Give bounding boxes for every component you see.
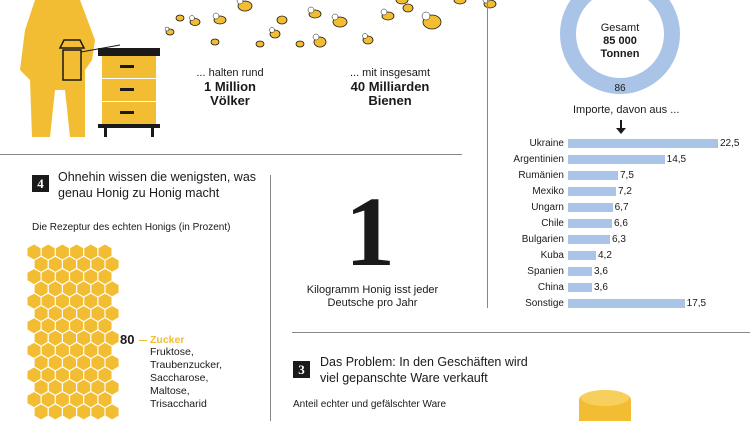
- honeycomb-cell: [84, 269, 97, 284]
- bee-icon: [396, 0, 408, 4]
- bar-category-label: Rumänien: [518, 170, 564, 181]
- bar: [568, 283, 592, 292]
- honeycomb-cell: [63, 404, 76, 419]
- bee-icon: [213, 13, 226, 24]
- honeycomb-cell: [42, 269, 55, 284]
- bar-category-label: Kuba: [540, 250, 564, 261]
- sugar-percent: 80: [120, 332, 135, 347]
- bar-category-label: Argentinien: [513, 154, 564, 165]
- honeycomb-cell: [70, 245, 83, 260]
- donut-label: [585, 22, 655, 61]
- bees-value: 40 Milliarden: [350, 79, 430, 94]
- honeycomb-cell: [84, 368, 97, 383]
- honeycomb-cell: [77, 306, 90, 321]
- bees-unit: Bienen: [368, 93, 412, 108]
- bar-value-label: 17,5: [686, 298, 707, 309]
- honeycomb-cell: [56, 245, 69, 260]
- bee-icon: [165, 27, 174, 35]
- bar-value-label: 6,7: [614, 202, 629, 213]
- beehive: [98, 48, 160, 137]
- bar: [568, 251, 596, 260]
- bar-value-label: 3,6: [594, 282, 608, 293]
- honeycomb-cell: [28, 343, 41, 358]
- honeycomb-cell: [63, 281, 76, 296]
- honeycomb-cell: [63, 331, 76, 346]
- colonies-value: 1 Million: [204, 79, 256, 94]
- bee-icon: [176, 15, 184, 21]
- honeycomb-cell: [42, 318, 55, 333]
- honeycomb-cell: [49, 404, 62, 419]
- honeycomb-cell: [49, 257, 62, 272]
- honeycomb-cell: [106, 257, 119, 272]
- bee-icon: [313, 34, 326, 47]
- bee-icon: [363, 34, 374, 45]
- honeycomb-cell: [56, 343, 69, 358]
- bar-category-label: Sonstige: [525, 298, 564, 309]
- honeycomb-cell: [106, 404, 119, 419]
- honeycomb-cell: [28, 368, 41, 383]
- bar-value-label: 6,3: [612, 234, 626, 245]
- divider-vertical-middle: [270, 175, 271, 421]
- honeycomb-cell: [35, 257, 48, 272]
- bar-category-label: China: [537, 282, 564, 293]
- honeycomb-cell: [42, 294, 55, 309]
- bar-category-label: Ungarn: [531, 202, 564, 213]
- divider-top-left: [0, 154, 462, 155]
- honey-jar-illustration: [575, 388, 635, 421]
- sugar-leader-line: [139, 340, 147, 341]
- bee-icon: [237, 0, 252, 11]
- bar-value-label: 6,6: [614, 218, 628, 229]
- honeycomb-cell: [49, 306, 62, 321]
- honeycomb-cell: [91, 331, 104, 346]
- bar: [568, 267, 592, 276]
- honeycomb-cell: [63, 306, 76, 321]
- bar-category-label: Bulgarien: [521, 234, 564, 245]
- section4-badge: 4: [32, 175, 49, 192]
- honeycomb-cell: [91, 257, 104, 272]
- down-arrow-icon: [616, 120, 626, 134]
- honeycomb-cell: [77, 331, 90, 346]
- honeycomb-cell: [84, 392, 97, 407]
- honeycomb-cell: [42, 245, 55, 260]
- honeycomb-cell: [35, 281, 48, 296]
- sugar-detail: Saccharose,: [150, 372, 209, 384]
- bar-value-label: 7,2: [618, 186, 632, 197]
- honeycomb-cell: [56, 269, 69, 284]
- honeycomb-cell: [77, 281, 90, 296]
- honeycomb-cell: [35, 355, 48, 370]
- honeycomb-cell: [49, 380, 62, 395]
- bar-category-label: Spanien: [527, 266, 564, 277]
- honeycomb-cell: [99, 245, 112, 260]
- colonies-intro: ... halten rund: [196, 67, 264, 79]
- honeycomb-cell: [42, 343, 55, 358]
- section4-heading: Ohnehin wissen die wenigsten, was genau Honig zu Honig macht: [58, 170, 257, 200]
- bar-category-label: Ukraine: [529, 138, 564, 149]
- honeycomb-cell: [77, 257, 90, 272]
- honeycomb-cell: [84, 318, 97, 333]
- honeycomb-cell: [106, 306, 119, 321]
- honeycomb-cell: [35, 306, 48, 321]
- divider-mid-right: [292, 332, 750, 333]
- bar: [568, 235, 610, 244]
- sugar-detail: Traubenzucker,: [150, 359, 222, 371]
- bar-category-label: Chile: [541, 218, 564, 229]
- bar-value-label: 22,5: [720, 138, 740, 149]
- bee-icon: [256, 41, 264, 47]
- honeycomb-cell: [63, 380, 76, 395]
- honeycomb-cell: [28, 269, 41, 284]
- bee-icon: [190, 16, 201, 26]
- honeycomb-cell: [70, 318, 83, 333]
- section3-heading: Das Problem: In den Geschäften wird viel gepanschte Ware verkauft: [320, 355, 528, 385]
- bee-icon: [422, 12, 441, 29]
- consumption-number: 1: [345, 176, 395, 287]
- honeycomb-cell: [77, 404, 90, 419]
- colonies-stat: [185, 67, 275, 108]
- honeycomb-cell: [56, 368, 69, 383]
- honeycomb-cell: [106, 281, 119, 296]
- honeycomb-cell: [91, 380, 104, 395]
- honeycomb-cell: [77, 355, 90, 370]
- bee-icon: [403, 4, 413, 12]
- sugar-details: [150, 346, 222, 411]
- honeycomb-cell: [91, 355, 104, 370]
- bees-stat: [330, 67, 450, 108]
- honeycomb-cell: [99, 392, 112, 407]
- sugar-detail: Maltose,: [150, 385, 190, 397]
- honeycomb-cell: [70, 392, 83, 407]
- honeycomb-cell: [42, 392, 55, 407]
- honeycomb-cell: [56, 392, 69, 407]
- honeycomb-cell: [77, 380, 90, 395]
- honeycomb-cell: [84, 343, 97, 358]
- honeycomb-cell: [99, 368, 112, 383]
- honeycomb-cell: [56, 294, 69, 309]
- honeycomb-cell: [99, 294, 112, 309]
- bees-swarm: [140, 0, 520, 60]
- honeycomb-cell: [106, 355, 119, 370]
- donut-unit: Tonnen: [600, 48, 640, 60]
- honeycomb-cell: [91, 306, 104, 321]
- honeycomb-cell: [63, 355, 76, 370]
- bar-category-label: Mexiko: [532, 186, 564, 197]
- consumption-text: [300, 284, 445, 310]
- bar: [568, 155, 665, 164]
- colonies-unit: Völker: [210, 93, 250, 108]
- bar: [568, 171, 618, 180]
- bee-icon: [454, 0, 466, 4]
- divider-vertical-right: [487, 0, 488, 308]
- honeycomb-cell: [99, 269, 112, 284]
- bar-value-label: 14,5: [666, 154, 687, 165]
- section3-badge: 3: [293, 361, 310, 378]
- honeycomb-cell: [49, 281, 62, 296]
- honeycomb-cell: [42, 368, 55, 383]
- bee-icon: [296, 41, 304, 47]
- honeycomb-cell: [84, 245, 97, 260]
- honeycomb-cell: [35, 404, 48, 419]
- honeycomb-graphic: [26, 244, 122, 421]
- bar-value-label: 7,5: [620, 170, 634, 181]
- sugar-detail: Fruktose,: [150, 346, 194, 358]
- honeycomb-cell: [28, 318, 41, 333]
- honeycomb-cell: [99, 318, 112, 333]
- honeycomb-cell: [70, 294, 83, 309]
- section4-subtitle: Die Rezeptur des echten Honigs (in Prozent): [32, 222, 231, 233]
- bee-icon: [332, 14, 347, 27]
- bee-icon: [277, 16, 287, 24]
- bee-icon: [308, 7, 321, 18]
- honeycomb-cell: [91, 281, 104, 296]
- honeycomb-cell: [28, 294, 41, 309]
- honeycomb-cell: [70, 343, 83, 358]
- sugar-component-label: Zucker: [150, 334, 185, 346]
- bar: [568, 187, 616, 196]
- honeycomb-cell: [35, 380, 48, 395]
- honeycomb-cell: [91, 404, 104, 419]
- honeycomb-cell: [106, 331, 119, 346]
- honeycomb-cell: [70, 368, 83, 383]
- imports-title: Importe, davon aus ...: [573, 104, 680, 116]
- donut-bottom-value: 86: [614, 83, 626, 94]
- sugar-detail: Trisaccharid: [150, 398, 207, 410]
- bees-intro: ... mit insgesamt: [349, 67, 431, 79]
- bee-icon: [270, 28, 281, 39]
- bee-icon: [381, 9, 394, 20]
- honeycomb-cell: [70, 269, 83, 284]
- donut-label-line1: Gesamt: [600, 22, 640, 34]
- bar-value-label: 4,2: [598, 250, 612, 261]
- honeycomb-cell: [84, 294, 97, 309]
- honeycomb-cell: [35, 331, 48, 346]
- bar: [568, 203, 613, 212]
- donut-total-value: 85 000: [603, 35, 637, 47]
- bar: [568, 219, 612, 228]
- beekeeper-figure: [20, 0, 95, 137]
- bar: [568, 299, 685, 308]
- section3-subtitle: Anteil echter und gefälschter Ware: [293, 399, 447, 410]
- bar: [568, 139, 718, 148]
- consumption-line1: Kilogramm Honig isst jeder: [306, 284, 439, 296]
- consumption-line2: Deutsche pro Jahr: [327, 297, 418, 309]
- honeycomb-cell: [63, 257, 76, 272]
- bar-value-label: 3,6: [594, 266, 608, 277]
- honeycomb-cell: [49, 331, 62, 346]
- bee-icon: [211, 39, 219, 45]
- honeycomb-cell: [106, 380, 119, 395]
- honeycomb-cell: [28, 245, 41, 260]
- honeycomb-cell: [28, 392, 41, 407]
- honeycomb-cell: [49, 355, 62, 370]
- imports-bar-chart: [490, 136, 750, 316]
- honeycomb-cell: [99, 343, 112, 358]
- bee-icon: [483, 0, 496, 8]
- honeycomb-cell: [56, 318, 69, 333]
